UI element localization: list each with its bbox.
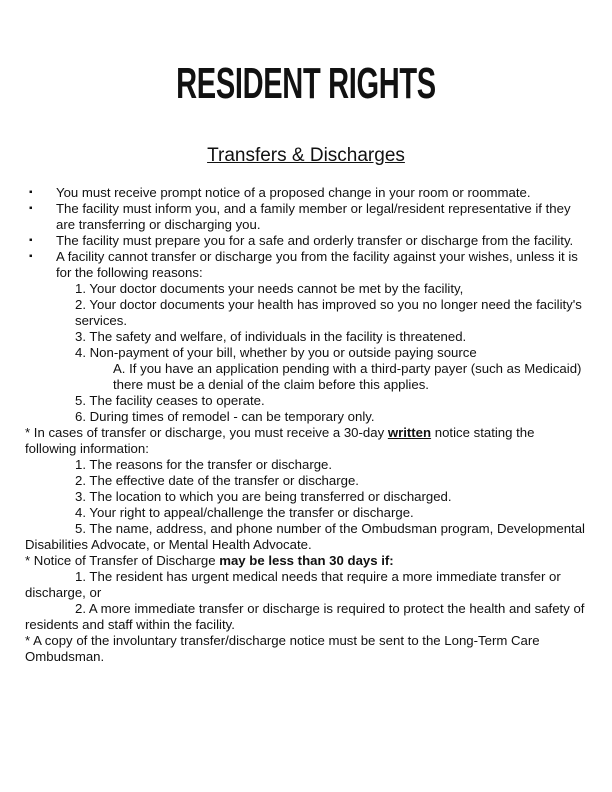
bullet-text: The facility must prepare you for a safe and orderly transfer or discharge from the facility. <box>56 233 574 248</box>
bullet-marker: ▪ <box>29 187 33 198</box>
copy-note: * A copy of the involuntary transfer/discharge notice must be sent to the Long-Term Care Ombudsman. <box>25 633 540 664</box>
reason-item: 6. During times of remodel - can be temporary only. <box>75 409 375 424</box>
short-notice-item: 1. The resident has urgent medical needs that require a more immediate transfer or discharge, or <box>25 569 561 600</box>
bullet-item <box>25 249 585 281</box>
bullet-marker: ▪ <box>29 251 33 262</box>
bullet-text: The facility must inform you, and a family member or legal/resident representative if they are transferring or discharging you. <box>56 201 571 232</box>
bullet-text: A facility cannot transfer or discharge you from the facility against your wishes, unless it is for the following reasons: <box>56 249 578 280</box>
document-body <box>25 185 585 665</box>
short-notice-intro: * Notice of Transfer of Discharge may be less than 30 days if: <box>25 553 394 568</box>
short-notice-emphasis: may be less than 30 days if: <box>219 553 394 568</box>
notice-item: 2. The effective date of the transfer or discharge. <box>75 473 359 488</box>
notice-item: 3. The location to which you are being transferred or discharged. <box>75 489 452 504</box>
bullet-marker: ▪ <box>29 235 33 246</box>
reason-item: 4. Non-payment of your bill, whether by you or outside paying source <box>75 345 477 360</box>
reason-item: 3. The safety and welfare, of individuals in the facility is threatened. <box>75 329 467 344</box>
bullet-marker: ▪ <box>29 203 33 214</box>
notice-intro: * In cases of transfer or discharge, you must receive a 30-day written notice stating the following information: <box>25 425 535 456</box>
reason-item: 5. The facility ceases to operate. <box>75 393 265 408</box>
notice-item: 5. The name, address, and phone number of the Ombudsman program, Developmental Disabilities Advocate, or Mental Health Advocate. <box>25 521 585 552</box>
reason-item: 1. Your doctor documents your needs cannot be met by the facility, <box>75 281 464 296</box>
short-notice-item: 2. A more immediate transfer or discharge is required to protect the health and safety of residents and staff within the facility. <box>25 601 585 632</box>
written-emphasis: written <box>387 425 432 440</box>
reason-item: 2. Your doctor documents your health has improved so you no longer need the facility's services. <box>75 297 582 328</box>
page-title: RESIDENT RIGHTS <box>176 59 436 108</box>
notice-item: 4. Your right to appeal/challenge the transfer or discharge. <box>75 505 414 520</box>
bullet-item <box>25 233 585 249</box>
section-subtitle: Transfers & Discharges <box>207 145 405 166</box>
reason-subitem: A. If you have an application pending with a third-party payer (such as Medicaid) there must be a denial of the claim before this applies. <box>113 361 582 392</box>
notice-item: 1. The reasons for the transfer or discharge. <box>75 457 333 472</box>
bullet-text: You must receive prompt notice of a proposed change in your room or roommate. <box>56 185 531 200</box>
bullet-item <box>25 185 585 201</box>
bullet-item <box>25 201 585 233</box>
